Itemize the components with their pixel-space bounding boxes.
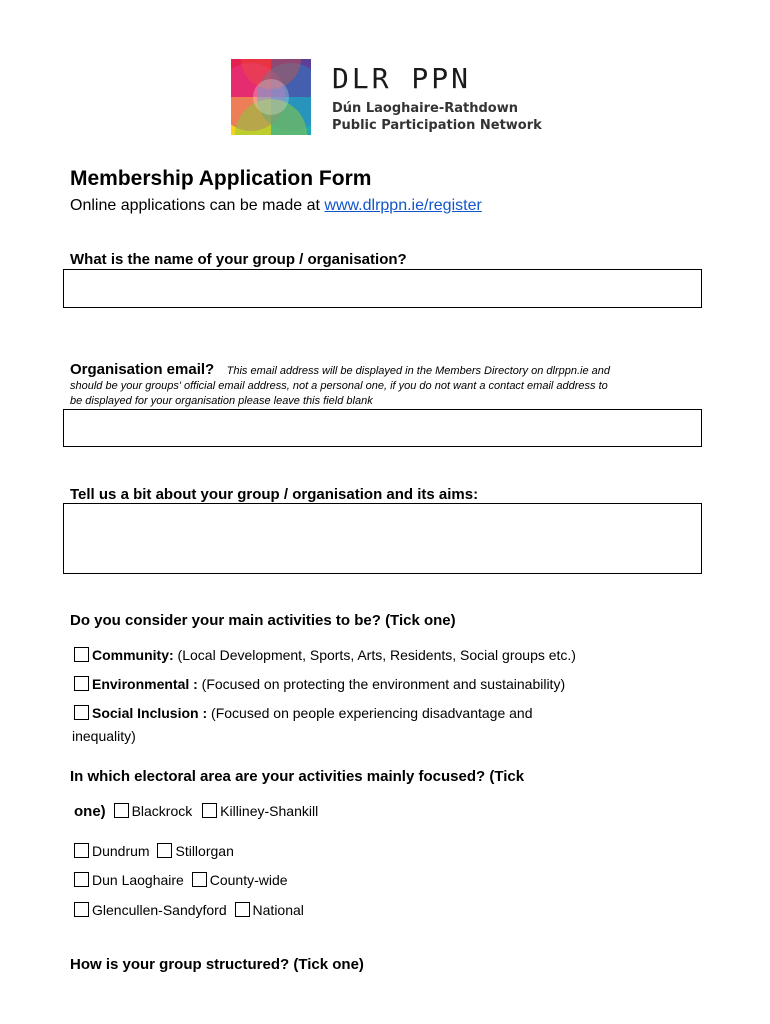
checkbox[interactable]	[202, 803, 217, 818]
logo-subtitle-line2: Public Participation Network	[332, 118, 542, 133]
activity-option-environmental[interactable]	[74, 676, 565, 692]
checkbox[interactable]	[157, 843, 172, 858]
logo-subtitle-line1: Dún Laoghaire-Rathdown	[332, 101, 518, 116]
social-inclusion-continuation: inequality)	[72, 728, 136, 744]
checkbox[interactable]	[74, 705, 89, 720]
group-name-field[interactable]	[63, 269, 702, 308]
logo-subtitle	[332, 100, 542, 134]
activity-option-community[interactable]	[74, 647, 576, 663]
email-note-line3: be displayed for your organisation please leave this field blank	[70, 395, 373, 407]
option-description: (Local Development, Sports, Arts, Residents, Social groups etc.)	[173, 647, 576, 663]
area-option-blackrock[interactable]	[114, 803, 193, 819]
checkbox[interactable]	[192, 872, 207, 887]
activity-option-social-inclusion[interactable]	[74, 705, 532, 721]
group-name-question: What is the name of your group / organisation?	[70, 251, 407, 268]
checkbox[interactable]	[74, 843, 89, 858]
option-bold-label: Environmental :	[92, 676, 198, 692]
option-bold-label: Social Inclusion :	[92, 705, 208, 721]
activities-question: Do you consider your main activities to be? (Tick one)	[70, 612, 456, 629]
area-question-line1: In which electoral area are your activities mainly focused? (Tick	[70, 768, 525, 785]
area-option-dundrum[interactable]	[74, 843, 150, 859]
area-option-dun-laoghaire[interactable]	[74, 872, 184, 888]
checkbox[interactable]	[74, 676, 89, 691]
area-option-stillorgan[interactable]	[157, 843, 233, 859]
aims-field[interactable]	[63, 503, 702, 574]
checkbox[interactable]	[74, 902, 89, 917]
option-description: (Focused on protecting the environment and sustainability)	[197, 676, 566, 692]
area-question-line2: one)	[74, 803, 106, 820]
area-row-1	[74, 803, 318, 820]
area-option-national[interactable]	[235, 902, 304, 918]
checkbox[interactable]	[74, 647, 89, 662]
logo-title: DLR PPN	[332, 62, 472, 95]
option-bold-label: Community:	[92, 647, 174, 663]
option-label: Dun Laoghaire	[92, 872, 184, 888]
option-label: Killiney-Shankill	[220, 803, 319, 819]
structure-question: How is your group structured? (Tick one)	[70, 956, 364, 973]
area-row-4	[74, 902, 304, 918]
aims-question: Tell us a bit about your group / organisation and its aims:	[70, 486, 479, 503]
option-description: (Focused on people experiencing disadvantage and	[207, 705, 533, 721]
checkbox[interactable]	[235, 902, 250, 917]
checkbox[interactable]	[114, 803, 129, 818]
checkbox[interactable]	[74, 872, 89, 887]
area-option-county-wide[interactable]	[192, 872, 288, 888]
register-link[interactable]: www.dlrppn.ie/register	[324, 197, 482, 214]
online-application-note	[70, 197, 482, 215]
area-row-3	[74, 872, 288, 888]
email-note-line1: This email address will be displayed in the Members Directory on dlrppn.ie and	[226, 365, 611, 377]
page-title: Membership Application Form	[70, 167, 372, 190]
option-label: County-wide	[209, 872, 288, 888]
area-option-killiney-shankill[interactable]	[202, 803, 318, 819]
email-note-line2: should be your groups' official email address, not a personal one, if you do not want a contact email address to	[70, 380, 608, 392]
email-question	[70, 361, 710, 379]
option-label: Stillorgan	[175, 843, 234, 859]
dlr-ppn-logo-icon	[231, 59, 311, 135]
option-label: National	[252, 902, 304, 918]
option-label: Blackrock	[131, 803, 193, 819]
email-question-label: Organisation email?	[70, 361, 215, 378]
option-label: Dundrum	[92, 843, 150, 859]
option-label: Glencullen-Sandyford	[92, 902, 227, 918]
area-row-2	[74, 843, 234, 859]
online-text: Online applications can be made at	[70, 197, 325, 214]
email-field[interactable]	[63, 409, 702, 447]
area-option-glencullen-sandyford[interactable]	[74, 902, 227, 918]
